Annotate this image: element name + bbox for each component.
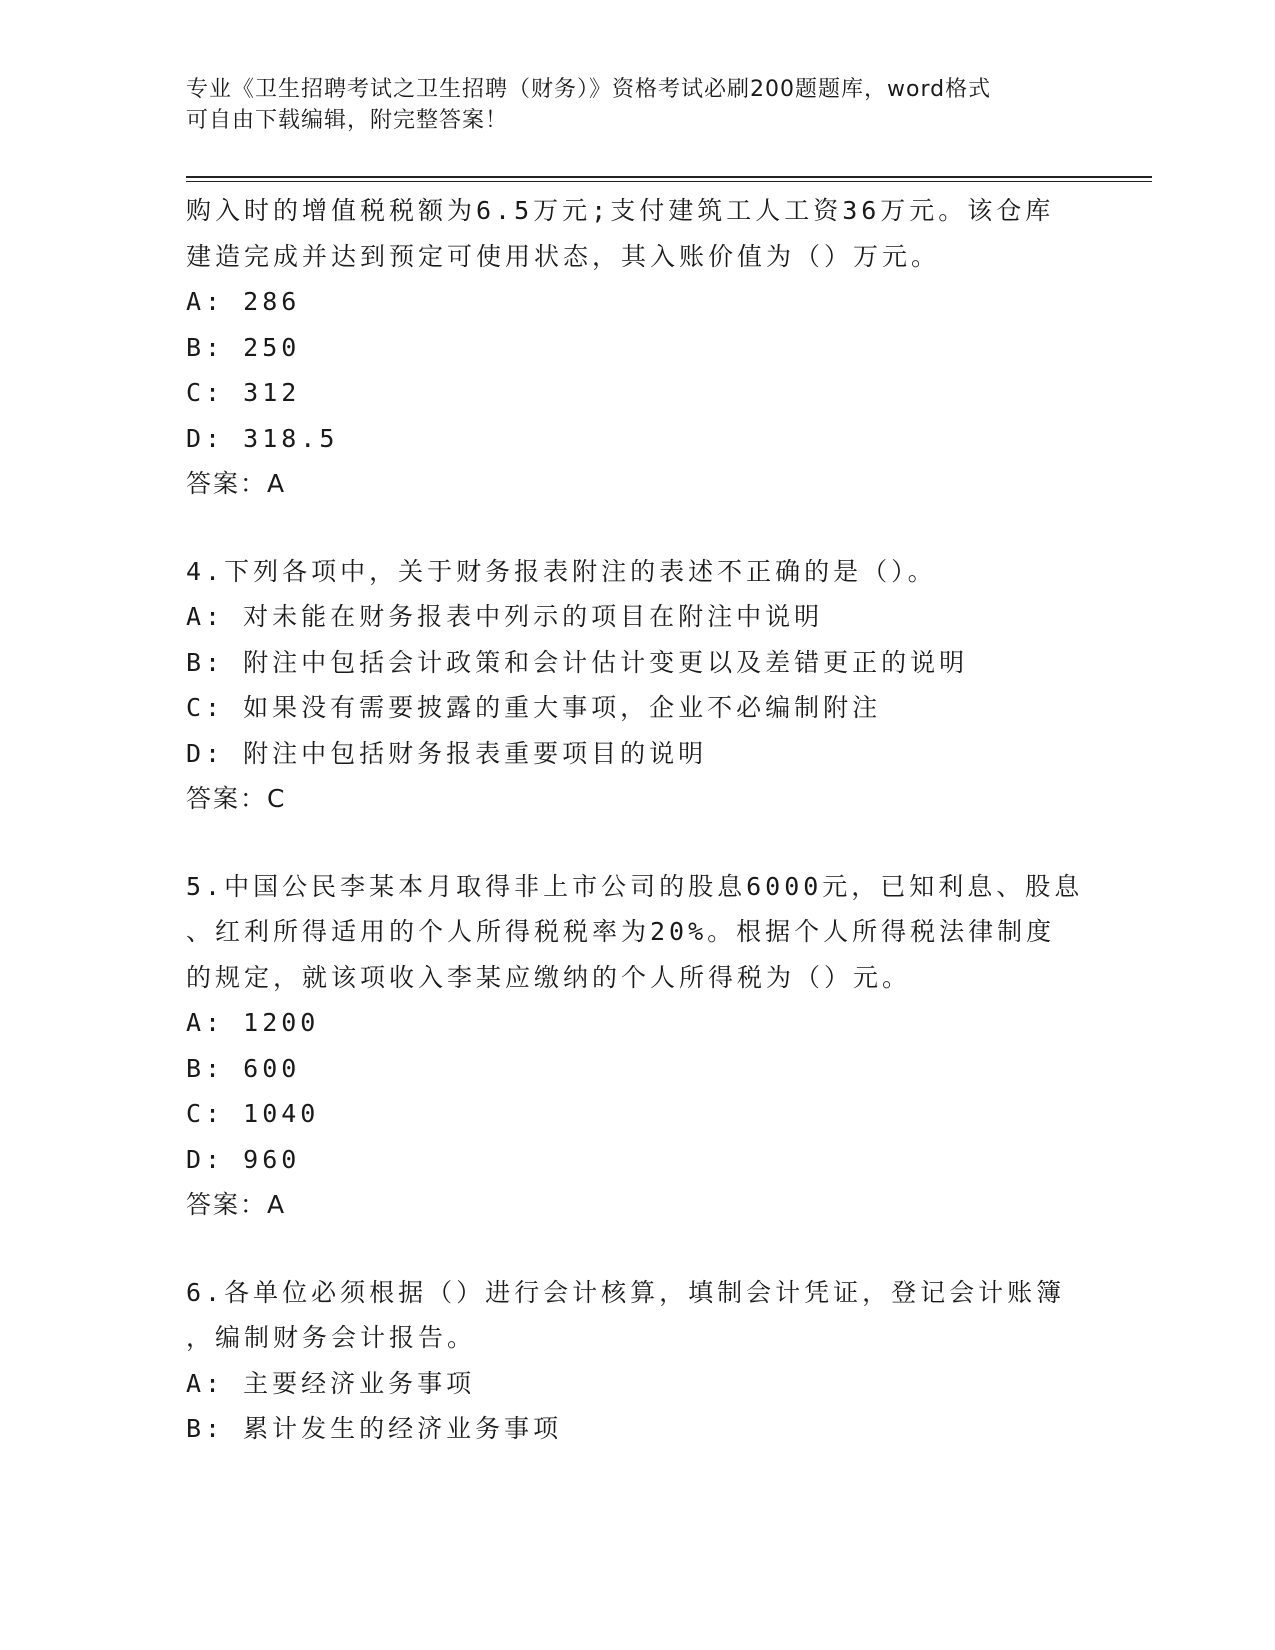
- header-title-line-2: 可自由下载编辑，附完整答案！: [186, 108, 509, 133]
- option-b: B: 600: [186, 1053, 301, 1083]
- question-6: [186, 1270, 1086, 1452]
- option-a: A: 主要经济业务事项: [186, 1368, 476, 1398]
- question-stem-line: 4.下列各项中，关于财务报表附注的表述不正确的是（）。: [186, 556, 937, 586]
- question-3: [186, 188, 1086, 507]
- question-stem-line: 购入时的增值税税额为6.5万元;支付建筑工人工资36万元。该仓库: [186, 196, 1055, 225]
- option-d: D: 318.5: [186, 423, 339, 453]
- answer-line: 答案：C: [186, 784, 287, 813]
- option-c: C: 1040: [186, 1099, 320, 1128]
- question-stem-line: ，编制财务会计报告。: [186, 1323, 477, 1352]
- option-b: B: 累计发生的经济业务事项: [186, 1414, 563, 1443]
- option-c: C: 如果没有需要披露的重大事项，企业不必编制附注: [186, 693, 882, 722]
- question-stem-line: 的规定，就该项收入李某应缴纳的个人所得税为（）元。: [186, 962, 912, 992]
- document-header: [186, 74, 1086, 136]
- option-d: D: 960: [186, 1144, 301, 1174]
- document-body: [186, 188, 1086, 1452]
- question-stem-line: 5.中国公民李某本月取得非上市公司的股息6000元，已知利息、股息: [186, 871, 1084, 901]
- option-a: A: 对未能在财务报表中列示的项目在附注中说明: [186, 602, 824, 631]
- question-spacer: [186, 507, 1086, 549]
- question-4: [186, 549, 1086, 822]
- answer-line: 答案：A: [186, 1190, 287, 1219]
- option-b: B: 附注中包括会计政策和会计估计变更以及差错更正的说明: [186, 647, 969, 677]
- question-5: [186, 864, 1086, 1228]
- option-c: C: 312: [186, 378, 301, 407]
- header-rule-thin: [186, 181, 1152, 182]
- question-stem-line: 、红利所得适用的个人所得税税率为20%。根据个人所得税法律制度: [186, 917, 1056, 946]
- question-spacer: [186, 1228, 1086, 1270]
- header-title-line-1: 专业《卫生招聘考试之卫生招聘（财务）》资格考试必刷200题题库，word格式: [186, 77, 992, 102]
- option-d: D: 附注中包括财务报表重要项目的说明: [186, 738, 708, 768]
- header-rule-thick: [186, 176, 1152, 178]
- question-stem-line: 建造完成并达到预定可使用状态，其入账价值为（）万元。: [186, 241, 941, 271]
- option-a: A: 1200: [186, 1008, 320, 1037]
- option-a: A: 286: [186, 287, 301, 316]
- option-b: B: 250: [186, 332, 301, 362]
- question-stem-line: 6.各单位必须根据（）进行会计核算，填制会计凭证，登记会计账簿: [186, 1277, 1066, 1307]
- question-spacer: [186, 822, 1086, 864]
- answer-line: 答案：A: [186, 469, 287, 498]
